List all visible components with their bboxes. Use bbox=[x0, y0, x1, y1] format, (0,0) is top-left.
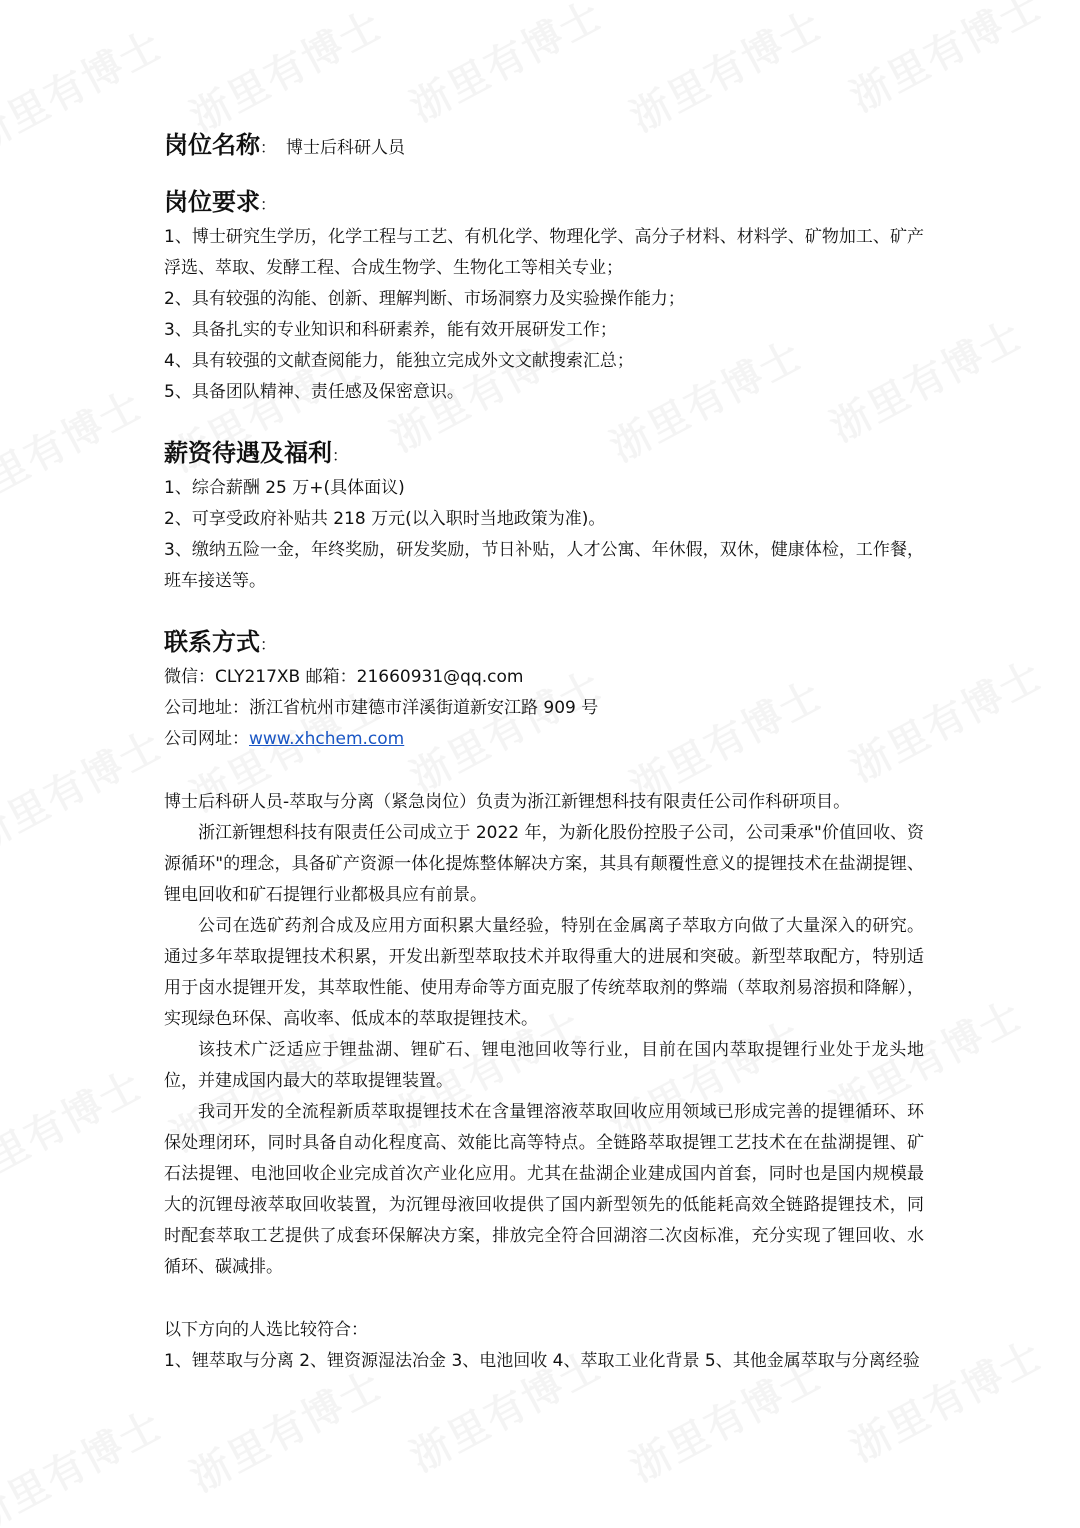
directions-intro: 以下方向的人选比较符合： bbox=[164, 1320, 368, 1340]
watermark-text bbox=[179, 0, 391, 143]
description-paragraph: 我司开发的全流程新质萃取提锂技术在含量锂溶液萃取回收应用领域已形成完善的提锂循环、环保处理闭环，同时具备自动化程度高、效能比高等特点。全链路萃取提锂工艺技术在在盐湖提锂、矿石法提锂、电池回收企业完成首次产业化应用。尤其在盐湖企业建成国内首套，同时也是国内规模最大的沉锂母液萃取回收装置，为沉锂母液回收提供了国内新型领先的低能耗高效全链路提锂技术，同时配套萃取工艺提供了成套环保解决方案，排放完全符合回湖溶二次卤标准，充分实现了锂回收、水循环、碳减排。 bbox=[164, 1102, 924, 1277]
preferred-directions bbox=[164, 1315, 924, 1377]
watermark-text bbox=[0, 1054, 151, 1203]
salary-list bbox=[164, 473, 924, 597]
watermark-text bbox=[0, 1394, 171, 1528]
salary-item: 3、缴纳五险一金，年终奖励，研发奖励，节日补贴，人才公寓、年休假，双休，健康体检，工作餐，班车接送等。 bbox=[164, 540, 924, 591]
document-body bbox=[164, 128, 924, 1377]
company-description bbox=[164, 787, 924, 1283]
job-title-label: 岗位名称： bbox=[164, 131, 277, 159]
contact-website bbox=[164, 724, 924, 755]
watermark-text bbox=[839, 0, 1051, 123]
contact-heading: 联系方式： bbox=[164, 628, 277, 656]
watermark-text bbox=[0, 14, 171, 163]
watermark-text bbox=[399, 0, 611, 133]
website-label: 公司网址： bbox=[164, 729, 249, 749]
contact-address: 公司地址：浙江省杭州市建德市洋溪街道新安江路 909 号 bbox=[164, 698, 599, 718]
salary-item: 2、可享受政府补贴共 218 万元(以入职时当地政策为准)。 bbox=[164, 509, 606, 529]
job-title-row bbox=[164, 128, 924, 165]
requirements-list bbox=[164, 222, 924, 408]
requirement-item: 5、具备团队精神、责任感及保密意识。 bbox=[164, 382, 464, 402]
requirement-item: 1、博士研究生学历，化学工程与工艺、有机化学、物理化学、高分子材料、材料学、矿物加工、矿产浮选、萃取、发酵工程、合成生物学、生物化工等相关专业； bbox=[164, 227, 924, 278]
description-paragraph: 浙江新锂想科技有限责任公司成立于 2022 年，为新化股份控股子公司，公司秉承"价值回收、资源循环"的理念，具备矿产资源一体化提炼整体解决方案，其具有颠覆性意义的提锂技术在盐湖提锂、锂电回收和矿石提锂行业都极具应有前景。 bbox=[164, 823, 924, 905]
contact-info bbox=[164, 662, 924, 755]
requirements-heading: 岗位要求： bbox=[164, 188, 277, 216]
description-paragraph: 公司在选矿药剂合成及应用方面积累大量经验，特别在金属离子萃取方向做了大量深入的研究。通过多年萃取提锂技术积累，开发出新型萃取技术并取得重大的进展和突破。新型萃取配方，特别适用于卤水提锂开发，其萃取性能、使用寿命等方面克服了传统萃取剂的弊端（萃取剂易溶损和降解），实现绿色环保、高收率、低成本的萃取提锂技术。 bbox=[164, 916, 924, 1029]
directions-list: 1、锂萃取与分离 2、锂资源湿法冶金 3、电池回收 4、萃取工业化背景 5、其他金属萃取与分离经验 bbox=[164, 1351, 920, 1371]
requirement-item: 4、具有较强的文献查阅能力，能独立完成外文文献搜索汇总； bbox=[164, 351, 634, 371]
salary-heading: 薪资待遇及福利： bbox=[164, 439, 349, 467]
watermark-text bbox=[0, 374, 151, 523]
job-title-value: 博士后科研人员 bbox=[286, 138, 406, 158]
watermark-text bbox=[0, 714, 171, 863]
salary-item: 1、综合薪酬 25 万+(具体面议) bbox=[164, 478, 405, 498]
description-intro: 博士后科研人员-萃取与分离（紧急岗位）负责为浙江新锂想科技有限责任公司作科研项目。 bbox=[164, 792, 851, 812]
watermark-text bbox=[619, 0, 831, 143]
contact-wechat-email: 微信：CLY217XB 邮箱：21660931@qq.com bbox=[164, 667, 524, 687]
description-paragraph: 该技术广泛适应于锂盐湖、锂矿石、锂电池回收等行业，目前在国内萃取提锂行业处于龙头地位，并建成国内最大的萃取提锂装置。 bbox=[164, 1040, 924, 1091]
website-link[interactable]: www.xhchem.com bbox=[249, 729, 405, 749]
requirement-item: 3、具备扎实的专业知识和科研素养，能有效开展研发工作； bbox=[164, 320, 617, 340]
requirement-item: 2、具有较强的沟能、创新、理解判断、市场洞察力及实验操作能力； bbox=[164, 289, 685, 309]
